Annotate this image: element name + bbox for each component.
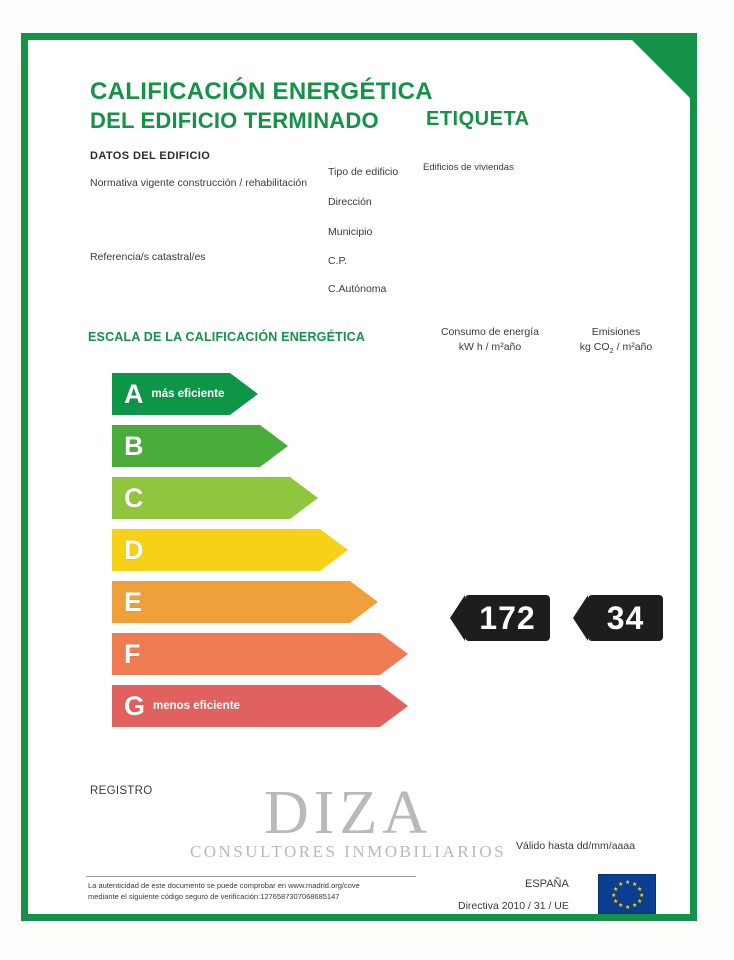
emisiones-value-badge: 34 xyxy=(588,595,663,641)
watermark xyxy=(158,780,538,862)
scale-tip-d xyxy=(320,529,348,571)
etiqueta-badge: ETIQUETA xyxy=(426,108,530,130)
section-heading-energy-scale: ESCALA DE LA CALIFICACIÓN ENERGÉTICA xyxy=(88,330,366,344)
consumo-header-line1: Consumo de energía xyxy=(440,326,540,338)
consumo-units-post: año xyxy=(503,341,522,353)
emisiones-header xyxy=(551,325,681,358)
footer-divider xyxy=(86,876,416,877)
emisiones-header-line2 xyxy=(551,340,681,358)
field-label-cp: C.P. xyxy=(328,255,348,267)
scale-letter-f: F xyxy=(124,639,141,669)
consumo-units-sup: ² xyxy=(500,341,504,353)
scale-bar-d xyxy=(112,529,320,571)
consumo-header xyxy=(420,325,560,355)
emisiones-units-sub: 2 xyxy=(609,346,614,356)
consumo-units-pre: kW h / m xyxy=(458,341,501,353)
watermark-company-name: DIZA xyxy=(263,779,433,847)
scale-row-b xyxy=(90,422,420,474)
scale-tip-g xyxy=(380,685,408,727)
scale-row-e xyxy=(90,578,420,630)
scale-row-f xyxy=(90,630,420,682)
scale-tip-e xyxy=(350,581,378,623)
scale-row-a xyxy=(90,370,420,422)
scale-bar-f xyxy=(112,633,380,675)
normativa-label: Normativa vigente construcción / rehabilitación xyxy=(90,177,308,189)
scale-letter-e: E xyxy=(124,587,143,617)
section-heading-building-data: DATOS DEL EDIFICIO xyxy=(90,150,211,162)
scale-letter-a: A xyxy=(124,379,144,409)
corner-triangle-decoration xyxy=(632,40,690,98)
scale-bar-a xyxy=(112,373,230,415)
scale-row-d xyxy=(90,526,420,578)
emisiones-units-post: / m²año xyxy=(613,341,653,353)
emisiones-units-pre: kg CO xyxy=(579,341,610,353)
certificate-frame xyxy=(21,33,697,921)
field-label-municipio: Municipio xyxy=(328,226,373,238)
scale-tip-f xyxy=(380,633,408,675)
consumo-header-line2 xyxy=(420,340,560,355)
scale-bar-e xyxy=(112,581,350,623)
scale-bar-g xyxy=(112,685,380,727)
energy-scale xyxy=(90,370,420,734)
scale-letter-c: C xyxy=(124,483,144,513)
valid-until-label: Válido hasta dd/mm/aaaa xyxy=(516,840,636,852)
scale-tip-b xyxy=(260,425,288,467)
authenticity-note xyxy=(88,880,418,902)
registro-label: REGISTRO xyxy=(90,785,153,797)
scale-row-g xyxy=(90,682,420,734)
referencia-catastral-label: Referencia/s catastral/es xyxy=(90,251,206,263)
field-label-direccion: Dirección xyxy=(328,196,372,208)
scale-letter-g: G xyxy=(124,691,146,721)
page-title-line2: DEL EDIFICIO TERMINADO xyxy=(90,108,379,133)
consumo-value-badge: 172 xyxy=(465,595,550,641)
scale-tip-c xyxy=(290,477,318,519)
watermark-company-tagline: CONSULTORES INMOBILIARIOS xyxy=(189,842,507,861)
scale-letter-b: B xyxy=(124,431,144,461)
country-label: ESPAÑA xyxy=(525,878,569,890)
scale-bar-b xyxy=(112,425,260,467)
authenticity-note-line2: mediante el siguiente código seguro de verificación:1276587307068685147 xyxy=(88,892,340,901)
scale-letter-d: D xyxy=(124,535,144,565)
page-title-line1: CALIFICACIÓN ENERGÉTICA xyxy=(90,78,433,105)
scale-bar-c xyxy=(112,477,290,519)
directive-label: Directiva 2010 / 31 / UE xyxy=(458,900,569,912)
scale-note-g: menos eficiente xyxy=(153,700,240,712)
authenticity-note-line1: La autenticidad de este documento se puede comprobar en www.madrid.org/cove xyxy=(88,881,360,890)
field-value-tipo-edificio: Edificios de viviendas xyxy=(423,162,514,173)
field-label-tipo-edificio: Tipo de edificio xyxy=(328,166,399,178)
eu-flag-icon: ★ ★ ★ ★ ★ ★ ★ ★ ★ ★ ★ ★ xyxy=(598,874,656,914)
scale-tip-a xyxy=(230,373,258,415)
emisiones-header-line1: Emisiones xyxy=(591,326,641,338)
field-label-comunidad-autonoma: C.Autónoma xyxy=(328,283,387,295)
scale-note-a: más eficiente xyxy=(151,388,225,400)
scale-row-c xyxy=(90,474,420,526)
